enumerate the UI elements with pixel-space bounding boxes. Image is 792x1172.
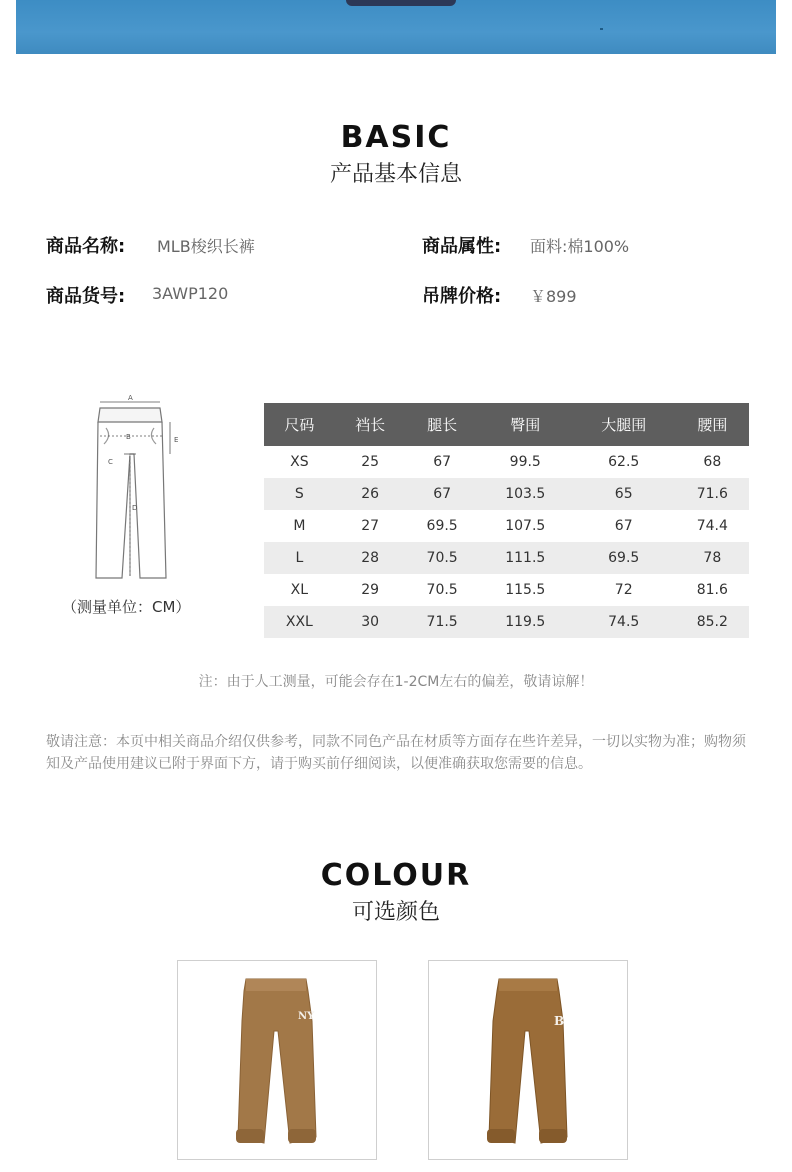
table-cell: 103.5 [479,478,572,510]
diagram-label-c: C [108,458,113,466]
size-table-header-row [264,403,749,446]
table-cell: 85.2 [676,606,749,638]
table-row [264,478,749,510]
size-table [264,403,749,638]
table-cell: 70.5 [405,542,478,574]
banner-speck [600,28,603,30]
table-row [264,606,749,638]
header-rise: 裆长 [335,403,406,446]
colour-swatch-b[interactable] [428,960,628,1160]
measurement-unit-note: （测量单位：CM） [62,598,191,616]
table-cell: 67 [405,478,478,510]
disclaimer-text: 敬请注意：本页中相关商品介绍仅供参考，同款不同色产品在材质等方面存在些许差异，一切以实物为准；购物须知及产品使用建议已附于界面下方，请于购买前仔细阅读，以便准确获取您需要的信息。 [46,734,746,772]
diagram-label-d: D [132,504,138,512]
table-cell: 70.5 [405,574,478,606]
diagram-label-e: E [174,436,179,444]
table-cell: XS [264,446,335,478]
product-price-value: ￥899 [530,287,577,306]
table-row [264,542,749,574]
header-hip: 臀围 [479,403,572,446]
table-cell: XL [264,574,335,606]
swatch-logo-b: B [554,1014,565,1028]
table-cell: 69.5 [405,510,478,542]
table-row [264,574,749,606]
product-sku-label: 商品货号: [46,286,126,307]
product-sku-value: 3AWP120 [152,284,229,303]
table-cell: 72 [572,574,676,606]
table-cell: 62.5 [572,446,676,478]
table-cell: 78 [676,542,749,574]
table-cell: 28 [335,542,406,574]
table-cell: 29 [335,574,406,606]
table-cell: 71.5 [405,606,478,638]
colour-title: COLOUR [320,858,472,893]
basic-title: BASIC [340,120,452,155]
diagram-label-b: B [126,433,131,441]
pants-image-b [429,961,627,1159]
table-cell: XXL [264,606,335,638]
diagram-label-a: A [128,394,133,402]
product-price-label: 吊牌价格: [422,286,502,307]
table-cell: 26 [335,478,406,510]
table-cell: 74.4 [676,510,749,542]
table-cell: 69.5 [572,542,676,574]
product-attr-value: 面料:棉100% [530,237,630,256]
table-cell: M [264,510,335,542]
table-cell: 68 [676,446,749,478]
table-cell: 107.5 [479,510,572,542]
header-waist: 腰围 [676,403,749,446]
basic-subtitle: 产品基本信息 [329,162,462,187]
table-cell: 25 [335,446,406,478]
swatch-logo-ny: NY [298,1011,315,1022]
table-cell: 27 [335,510,406,542]
product-name-value: MLB梭织长裤 [157,237,255,256]
table-row [264,446,749,478]
table-cell: 65 [572,478,676,510]
pants-measurement-diagram [84,392,194,582]
table-cell: 30 [335,606,406,638]
pants-image-ny [178,961,376,1159]
table-row [264,510,749,542]
banner-product-shadow [346,0,456,6]
header-leg-length: 腿长 [405,403,478,446]
hero-banner-image [16,0,776,54]
table-cell: 111.5 [479,542,572,574]
product-attr-label: 商品属性: [422,236,502,257]
table-cell: 67 [405,446,478,478]
table-cell: 71.6 [676,478,749,510]
header-thigh: 大腿围 [572,403,676,446]
table-cell: L [264,542,335,574]
table-cell: 119.5 [479,606,572,638]
table-cell: 115.5 [479,574,572,606]
colour-subtitle: 可选颜色 [351,900,440,925]
colour-swatch-ny[interactable] [177,960,377,1160]
table-cell: 81.6 [676,574,749,606]
table-cell: 74.5 [572,606,676,638]
table-cell: 67 [572,510,676,542]
header-size: 尺码 [264,403,335,446]
table-cell: S [264,478,335,510]
measurement-deviation-note: 注：由于人工测量，可能会存在1-2CM左右的偏差，敬请谅解！ [198,674,594,690]
table-cell: 99.5 [479,446,572,478]
product-name-label: 商品名称: [46,236,126,257]
